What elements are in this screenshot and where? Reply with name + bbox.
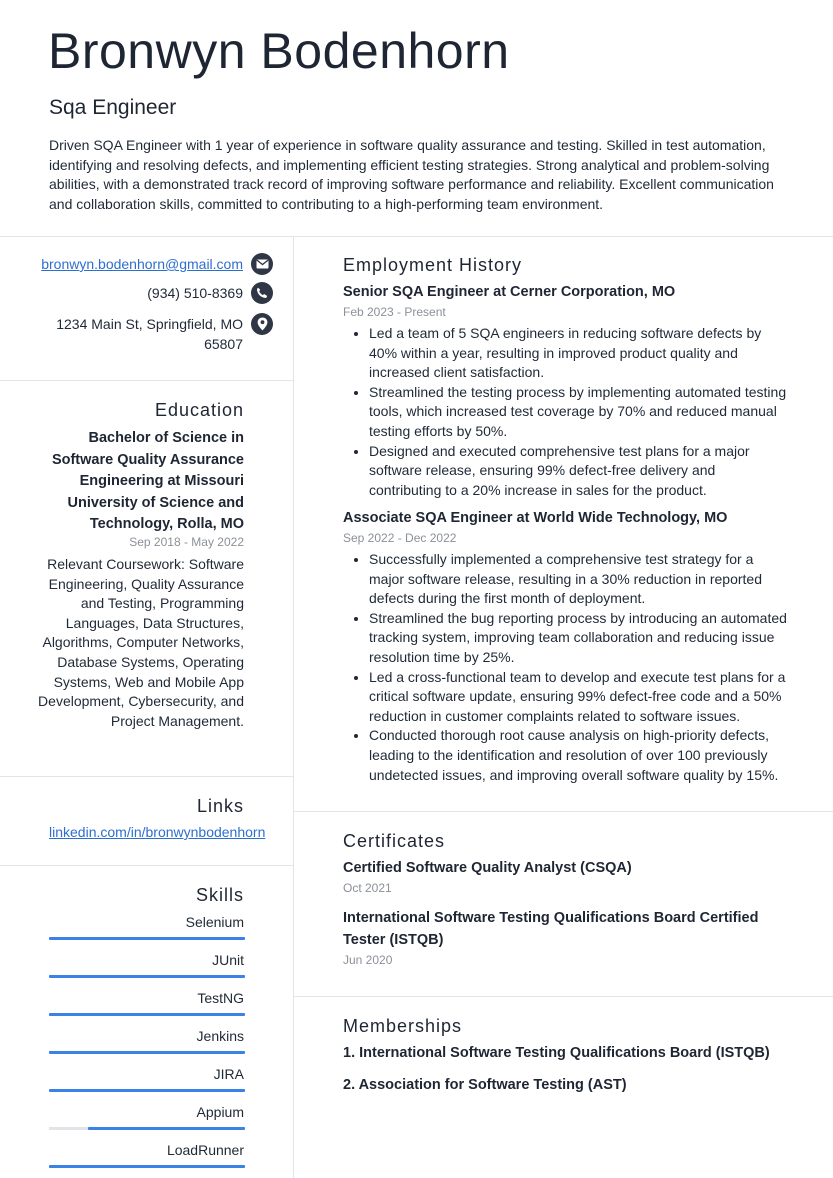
- skill-name: Jenkins: [196, 1028, 244, 1044]
- phone-icon: [251, 282, 273, 304]
- candidate-name: Bronwyn Bodenhorn: [48, 23, 510, 79]
- job-bullet: • Led a cross-functional team to develop and execute test plans for a critical software update, ensuring 99% defect-free code and a 50% reduction in customer complaints related to software issues.: [369, 668, 789, 727]
- skill-name: Selenium: [185, 914, 244, 930]
- membership-item: 2. Association for Software Testing (AST): [343, 1077, 627, 1093]
- skill-name: TestNG: [197, 990, 244, 1006]
- skill-level-bar: [49, 1127, 245, 1130]
- address-line-2: 65807: [204, 336, 243, 352]
- address-line-1: 1234 Main St, Springfield, MO: [56, 316, 243, 332]
- certificates-divider: [294, 996, 833, 997]
- education-divider: [0, 776, 293, 777]
- links-heading: Links: [196, 796, 244, 816]
- job-bullets: [369, 324, 789, 500]
- skill-level-fill: [49, 1051, 245, 1054]
- email-link[interactable]: bronwyn.bodenhorn@gmail.com: [41, 256, 243, 272]
- skill-level-bar: [49, 1013, 245, 1016]
- skill-level-fill: [49, 1089, 245, 1092]
- skill-name: JUnit: [212, 952, 244, 968]
- links-divider: [0, 865, 293, 866]
- job-bullet: • Streamlined the bug reporting process by introducing an automated tracking system, improving team collaboration and reducing issue resolution time by 25%.: [369, 609, 789, 668]
- phone-number: (934) 510-8369: [147, 285, 243, 301]
- education-heading: Education: [154, 400, 244, 420]
- skill-level-bar: [49, 1165, 245, 1168]
- job-bullet: • Conducted thorough root cause analysis on high-priority defects, leading to the identification and resolution of over 100 previously undetected issues, and improving overall software quality by 15%.: [369, 726, 789, 785]
- skill-level-fill: [49, 937, 245, 940]
- certificate-date: Jun 2020: [343, 953, 393, 967]
- job-dates: Feb 2023 - Present: [343, 305, 446, 319]
- skill-level-bar: [49, 937, 245, 940]
- contact-address: [56, 314, 273, 354]
- skill-level-bar: [49, 975, 245, 978]
- candidate-title: Sqa Engineer: [49, 96, 177, 119]
- skill-level-fill: [49, 975, 245, 978]
- job-bullet: • Designed and executed comprehensive test plans for a major software release, ensuring 99% defect-free delivery and contributing to a 20% increase in sales for the product.: [369, 442, 789, 501]
- address-text: [56, 314, 243, 354]
- profile-summary: Driven SQA Engineer with 1 year of experience in software quality assurance and testing. Skilled in test automation, identifying and resolving defects, and implementing efficient testing strategies. Strong analytical and problem-solving abilities, with a demonstrated track record of improving software performance and reliability. Excellent communication and collaboration skills, committed to contributing to a high-performing team environment.: [49, 137, 774, 212]
- header-divider: [0, 236, 833, 237]
- job-dates: Sep 2022 - Dec 2022: [343, 531, 457, 545]
- skill-level-fill: [49, 1165, 245, 1168]
- certificate-date: Oct 2021: [343, 881, 392, 895]
- skill-name: JIRA: [213, 1066, 244, 1082]
- skill-level-fill: [88, 1127, 245, 1130]
- employment-divider: [294, 811, 833, 812]
- education-dates: Sep 2018 - May 2022: [129, 535, 244, 549]
- certificates-heading: Certificates: [343, 831, 446, 851]
- skills-heading: Skills: [195, 885, 244, 905]
- skill-name: LoadRunner: [166, 1142, 244, 1158]
- education-degree: Bachelor of Science in Software Quality Assurance Engineering at Missouri University of Science and Technology, Rolla, MO: [51, 430, 244, 532]
- memberships-heading: Memberships: [343, 1016, 463, 1036]
- skill-name: Appium: [196, 1104, 244, 1120]
- job-bullet: • Successfully implemented a comprehensive test strategy for a major software release, resulting in a 30% reduction in reported defects during the first month of deployment.: [369, 550, 789, 609]
- certificate-title: International Software Testing Qualifications Board Certified Tester (ISTQB): [343, 910, 759, 948]
- job-bullet: • Led a team of 5 SQA engineers in reducing software defects by 40% within a year, resulting in improved product quality and increased client satisfaction.: [369, 324, 789, 383]
- job-title: Associate SQA Engineer at World Wide Technology, MO: [343, 510, 728, 526]
- job-bullets: [369, 550, 789, 785]
- job-title: Senior SQA Engineer at Cerner Corporation, MO: [343, 284, 676, 300]
- education-description: Relevant Coursework: Software Engineering, Quality Assurance and Testing, Programming Languages, Data Structures, Algorithms, Computer Networks, Database Systems, Operating Systems, Web and Mobile App Development, Cybersecurity, and Project Management.: [38, 556, 244, 729]
- map-pin-icon: [251, 313, 273, 335]
- skill-level-bar: [49, 1051, 245, 1054]
- employment-heading: Employment History: [343, 255, 523, 275]
- job-bullet: • Streamlined the testing process by implementing automated testing tools, which increased test coverage by 70% and reduced manual testing efforts by 50%.: [369, 383, 789, 442]
- skill-level-bar: [49, 1089, 245, 1092]
- membership-item: 1. International Software Testing Qualifications Board (ISTQB): [343, 1045, 770, 1061]
- linkedin-link[interactable]: linkedin.com/in/bronwynbodenhorn: [49, 824, 266, 840]
- contact-divider: [0, 380, 293, 381]
- column-divider: [293, 236, 294, 1178]
- skill-level-fill: [49, 1013, 245, 1016]
- envelope-icon: [251, 253, 273, 275]
- contact-phone: [147, 283, 273, 304]
- contact-email: [41, 254, 273, 275]
- certificate-title: Certified Software Quality Analyst (CSQA): [343, 860, 632, 876]
